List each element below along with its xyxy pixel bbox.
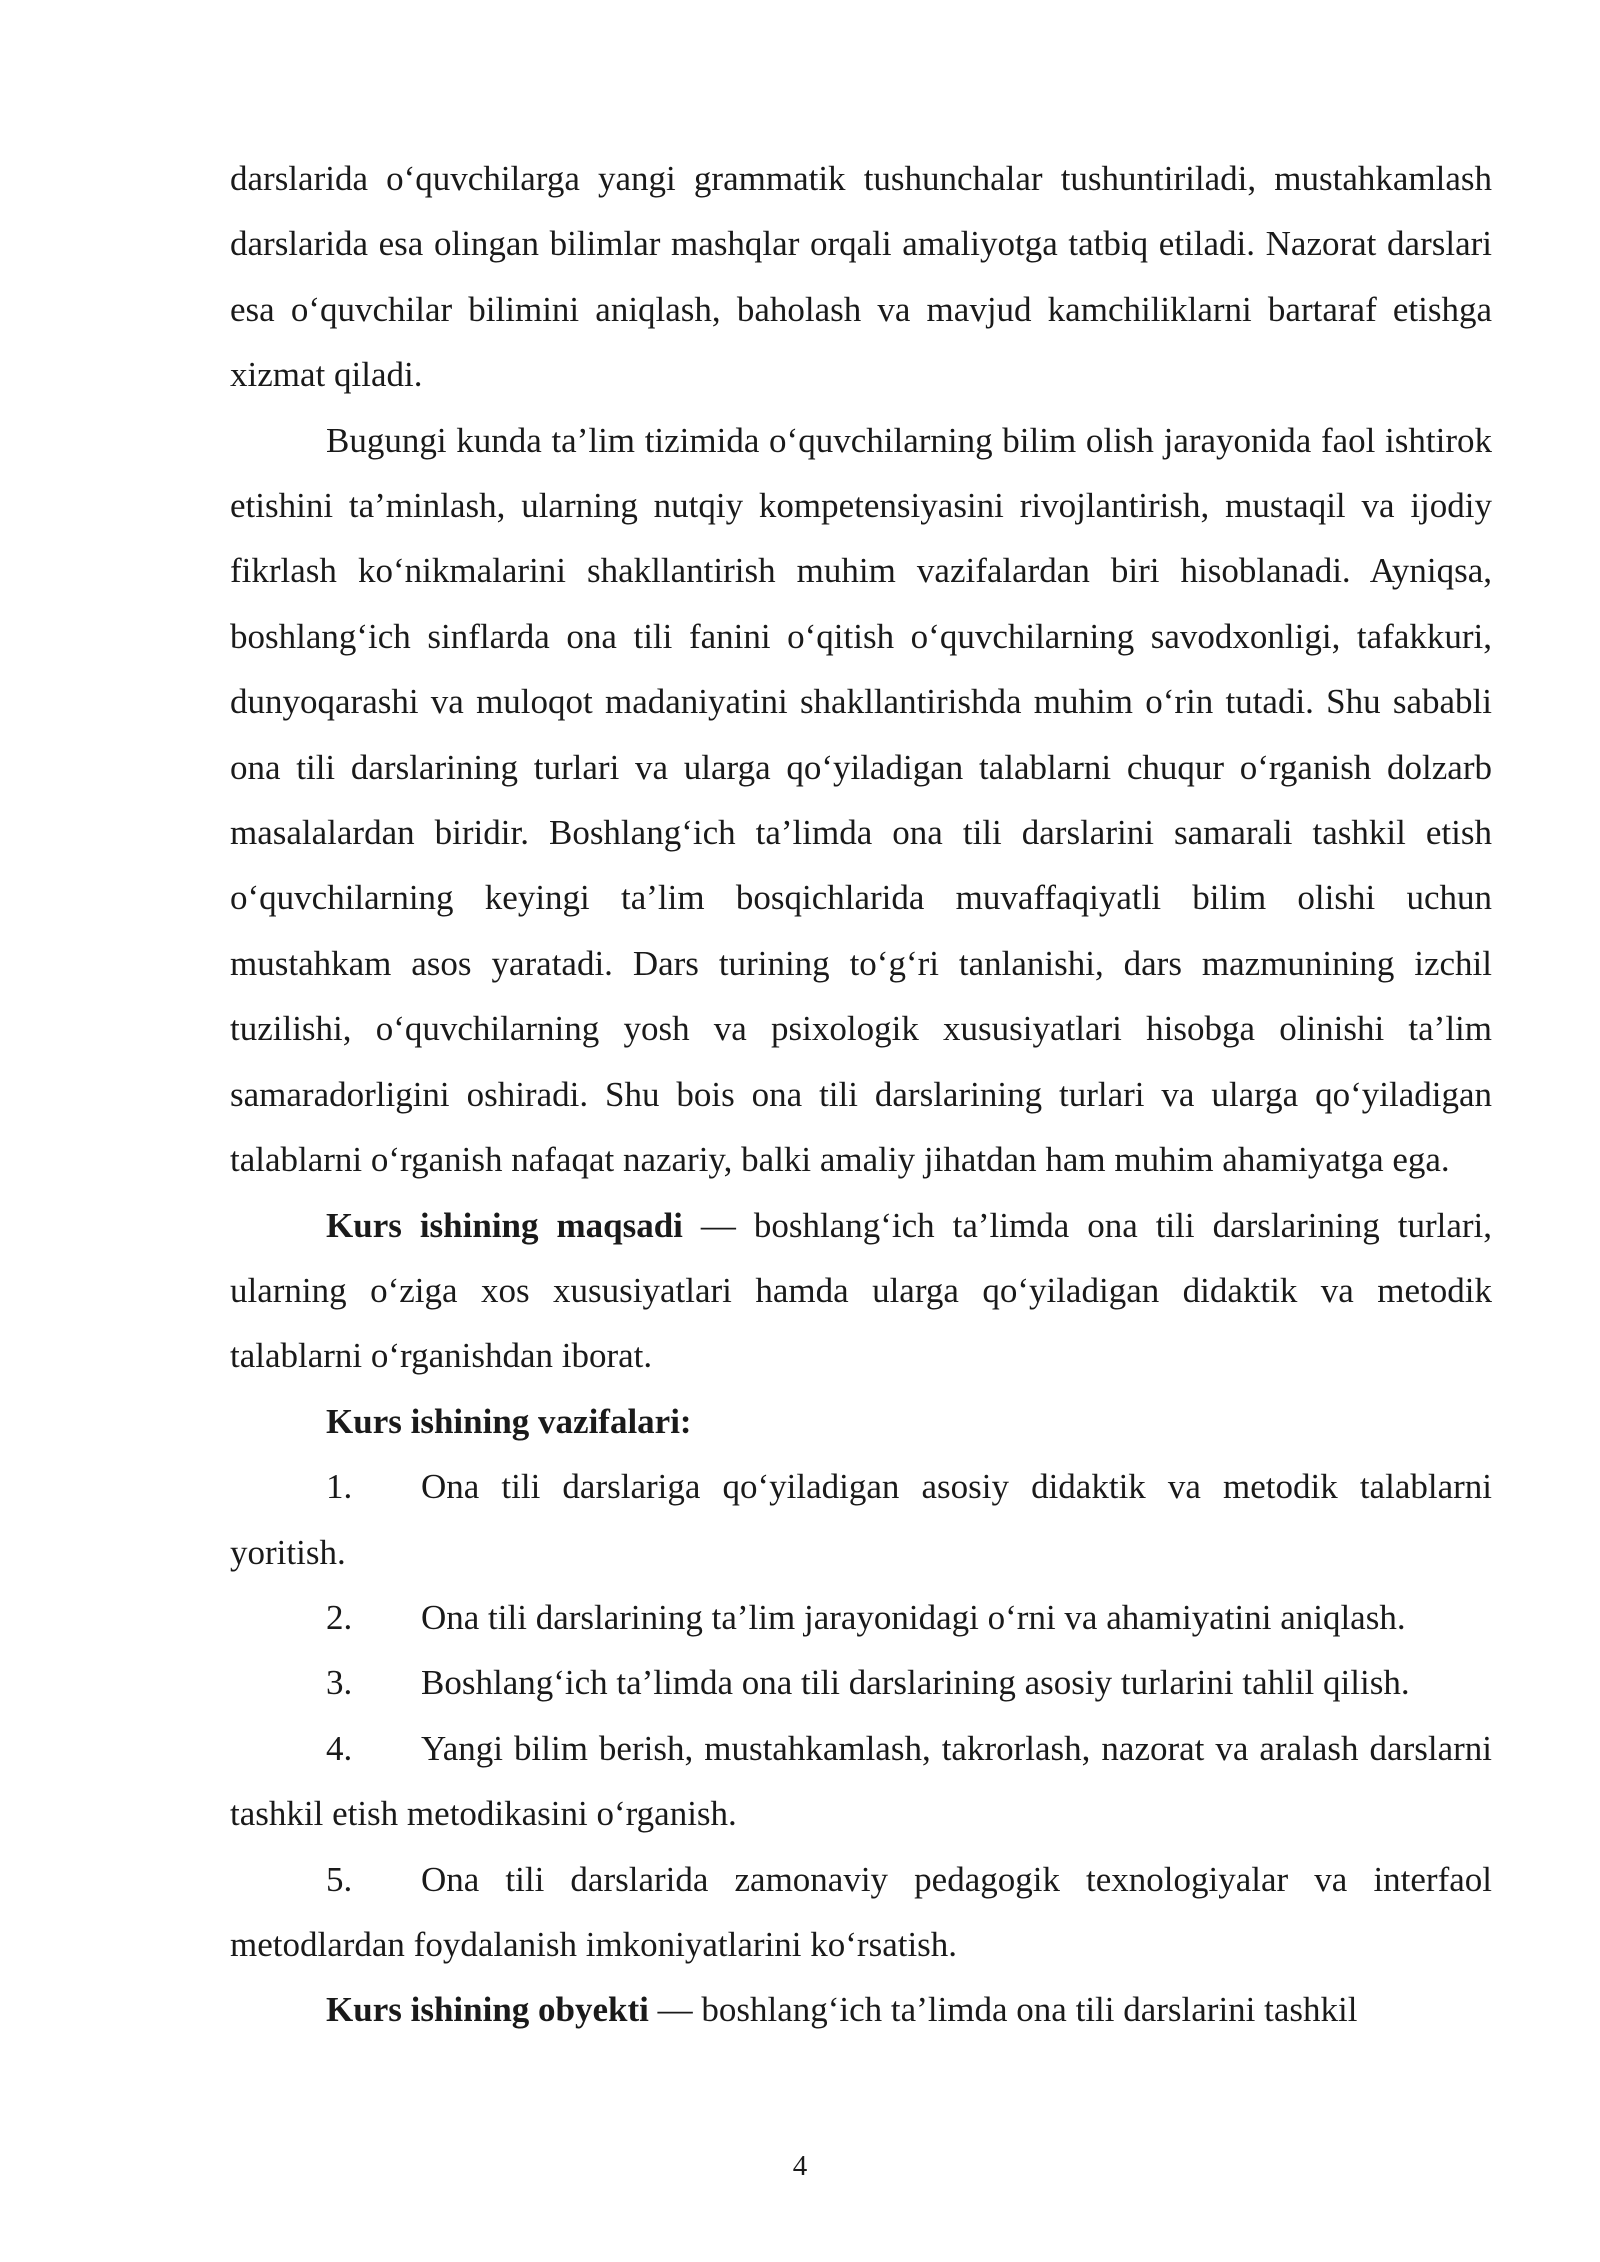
goal-label: Kurs ishining maqsadi <box>326 1205 683 1245</box>
paragraph-lesson-types: darslarida o‘quvchilarga yangi grammatik tushunchalar tushuntiriladi, mustahkamlash darslarida esa olingan bilimlar mashqlar orqali amaliyotga tatbiq etiladi. Nazorat darslari esa o‘quvchilar bilimini aniqlash, baholash va mavjud kamchiliklarni bartaraf etishga xizmat qiladi. <box>230 159 1492 395</box>
list-item <box>230 1585 1492 1650</box>
tasks-list <box>230 1454 1492 1977</box>
list-item <box>230 1716 1492 1847</box>
paragraph-goal <box>230 1193 1492 1389</box>
list-item-text: Ona tili darslariga qo‘yiladigan asosiy didaktik va metodik talablarni yoritish. <box>230 1467 1492 1572</box>
list-item-text: Ona tili darslarida zamonaviy pedagogik texnologiyalar va interfaol metodlardan foydalanish imkoniyatlarini ko‘rsatish. <box>230 1859 1492 1964</box>
list-item <box>230 1650 1492 1715</box>
list-item <box>230 1847 1492 1978</box>
list-item-number: 4. <box>326 1728 353 1768</box>
list-item-number: 2. <box>326 1597 353 1637</box>
list-item <box>230 1454 1492 1585</box>
page-number: 4 <box>792 2150 808 2182</box>
object-text: — boshlang‘ich ta’limda ona tili darslarini tashkil <box>648 1990 1358 2030</box>
document-page <box>230 146 1492 2043</box>
object-label: Kurs ishining obyekti <box>326 1990 649 2030</box>
list-item-number: 5. <box>326 1859 353 1899</box>
goal-text: — boshlang‘ich ta’limda ona tili darslarining turlari, ularning o‘ziga xos xususiyatlari hamda ularga qo‘yiladigan didaktik va metodik talablarni o‘rganishdan iborat. <box>230 1205 1492 1376</box>
paragraph-object <box>230 1977 1492 2042</box>
list-item-number: 1. <box>326 1467 353 1507</box>
tasks-heading: Kurs ishining vazifalari: <box>326 1401 692 1441</box>
paragraph-relevance: Bugungi kunda ta’lim tizimida o‘quvchilarning bilim olish jarayonida faol ishtirok etishini ta’minlash, ularning nutqiy kompetensiyasini rivojlantirish, mustaqil va ijodiy fikrlash ko‘nikmalarini shakllantirish muhim vazifalardan biri hisoblanadi. Ayniqsa, boshlang‘ich sinflarda ona tili fanini o‘qitish o‘quvchilarning savodxonligi, tafakkuri, dunyoqarashi va muloqot madaniyatini shakllantirishda muhim o‘rin tutadi. Shu sababli ona tili darslarining turlari va ularga qo‘yiladigan talablarni chuqur o‘rganish dolzarb masalalardan biridir. Boshlang‘ich ta’limda ona tili darslarini samarali tashkil etish o‘quvchilarning keyingi ta’lim bosqichlarida muvaffaqiyatli bilim olishi uchun mustahkam asos yaratadi. Dars turining to‘g‘ri tanlanishi, dars mazmunining izchil tuzilishi, o‘quvchilarning yosh va psixologik xususiyatlari hisobga olinishi ta’lim samaradorligini oshiradi. Shu bois ona tili darslarining turlari va ularga qo‘yiladigan talablarni o‘rganish nafaqat nazariy, balki amaliy jihatdan ham muhim ahamiyatga ega. <box>230 420 1492 1180</box>
list-item-text: Yangi bilim berish, mustahkamlash, takrorlash, nazorat va aralash darslarni tashkil etish metodikasini o‘rganish. <box>230 1728 1492 1834</box>
list-item-text: Boshlang‘ich ta’limda ona tili darslarining asosiy turlarini tahlil qilish. <box>421 1663 1410 1703</box>
list-item-text: Ona tili darslarining ta’lim jarayonidagi o‘rni va ahamiyatini aniqlash. <box>421 1597 1406 1637</box>
list-item-number: 3. <box>326 1663 353 1703</box>
